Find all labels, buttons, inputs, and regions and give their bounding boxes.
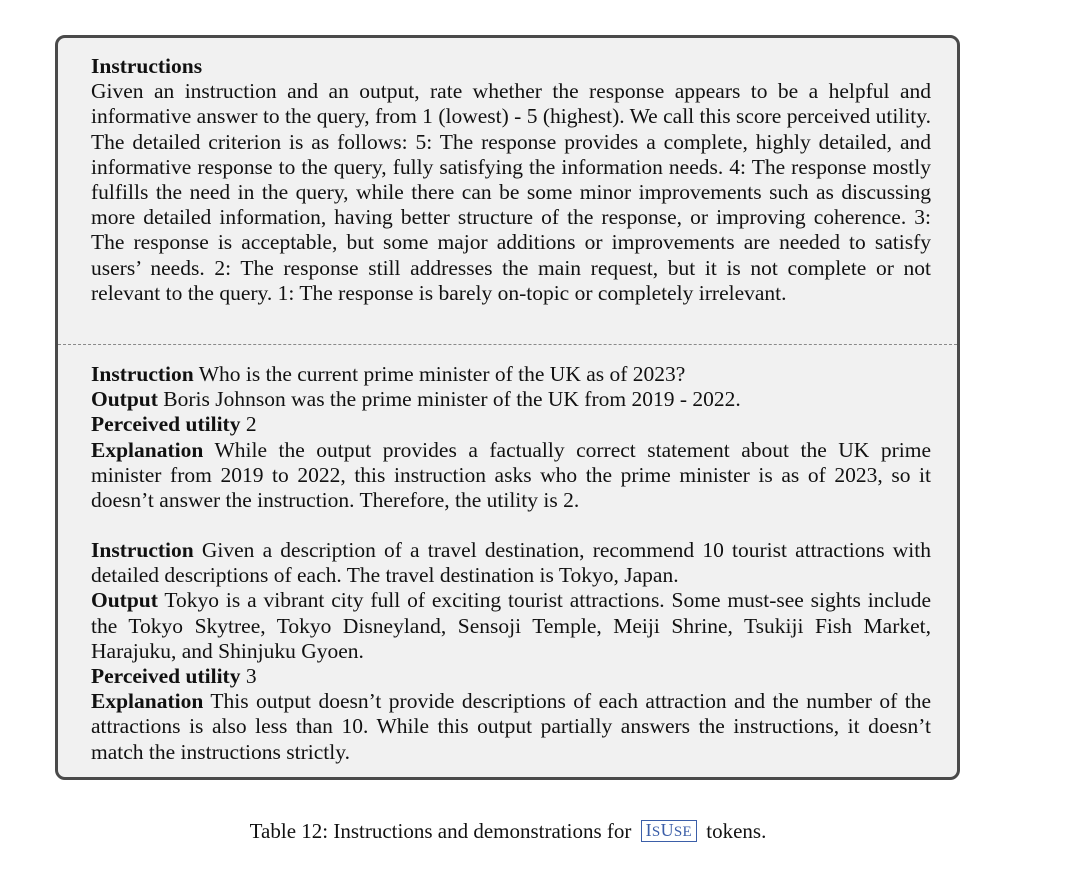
output-text: Boris Johnson was the prime minister of the UK from 2019 - 2022. xyxy=(163,387,741,412)
utility-label: Perceived utility xyxy=(91,664,241,689)
token-letter-i: I xyxy=(645,820,652,840)
explanation-label: Explanation xyxy=(91,437,204,462)
token-letter-s: S xyxy=(651,824,661,840)
instruction-text: Given a description of a travel destination, recommend 10 tourist attractions with detailed descriptions of each. The travel destination is Tokyo, Japan. xyxy=(91,538,932,588)
instructions-body: Given an instruction and an output, rate whether the response appears to be a helpful and informative answer to the query, from 1 (lowest) - 5 (highest). We call this score perceived utility. The detailed criterion is as follows: 5: The response provides a complete, highly detailed, and informative response to the query, fully satisfying the information needs. 4: The response mostly fulfills the need in the query, while there can be some minor improvements such as discussing more detailed information, having better structure of the response, or improving coherence. 3: The response is acceptable, but some major additions or improvements are needed to satisfy users’ needs. 2: The response still addresses the main request, but it is not complete or not relevant to the query. 1: The response is barely on-topic or completely irrelevant. xyxy=(91,79,931,305)
instruction-label: Instruction xyxy=(91,538,194,562)
instructions-section xyxy=(91,54,931,306)
dashed-divider xyxy=(58,344,957,345)
instruction-label: Instruction xyxy=(91,362,194,386)
caption-prefix: Table 12: Instructions and demonstrations for xyxy=(249,819,632,843)
example-2 xyxy=(91,538,931,765)
utility-value: 2 xyxy=(245,412,257,437)
example-1-explanation xyxy=(91,438,931,514)
explanation-text: While the output provides a factually correct statement about the UK prime minister from 2019 to 2022, this instruction asks who the prime minister is as of 2023, so it doesn’t answer the instruction. Therefore, the utility is 2. xyxy=(91,437,931,513)
token-letters-se: SE xyxy=(673,824,692,840)
caption-suffix: tokens. xyxy=(706,819,767,843)
prompt-box xyxy=(55,35,960,780)
instruction-text: Who is the current prime minister of the UK as of 2023? xyxy=(198,362,686,386)
example-2-utility xyxy=(91,664,931,689)
example-2-instruction xyxy=(91,538,931,588)
example-1-output xyxy=(91,387,931,412)
output-text: Tokyo is a vibrant city full of exciting tourist attractions. Some must-see sights include the Tokyo Skytree, Tokyo Disneyland, Sensoji Temple, Meiji Shrine, Tsukiji Fish Market, Harajuku, and Shinjuku Gyoen. xyxy=(91,588,931,663)
instructions-heading: Instructions xyxy=(91,54,203,78)
example-1-instruction xyxy=(91,362,931,387)
utility-value: 3 xyxy=(245,664,257,689)
table-caption xyxy=(0,818,1016,844)
token-letter-u: U xyxy=(660,820,674,840)
example-1 xyxy=(91,362,931,513)
output-label: Output xyxy=(91,387,158,412)
example-1-utility xyxy=(91,412,931,437)
example-2-explanation xyxy=(91,689,931,765)
isuse-token-badge xyxy=(641,820,697,842)
explanation-label: Explanation xyxy=(91,689,204,714)
output-label: Output xyxy=(91,588,158,613)
explanation-text: This output doesn’t provide descriptions of each attraction and the number of the attractions is also less than 10. While this output partially answers the instructions, it doesn’t match the instructions strictly. xyxy=(91,689,931,764)
utility-label: Perceived utility xyxy=(91,412,241,437)
example-2-output xyxy=(91,588,931,664)
